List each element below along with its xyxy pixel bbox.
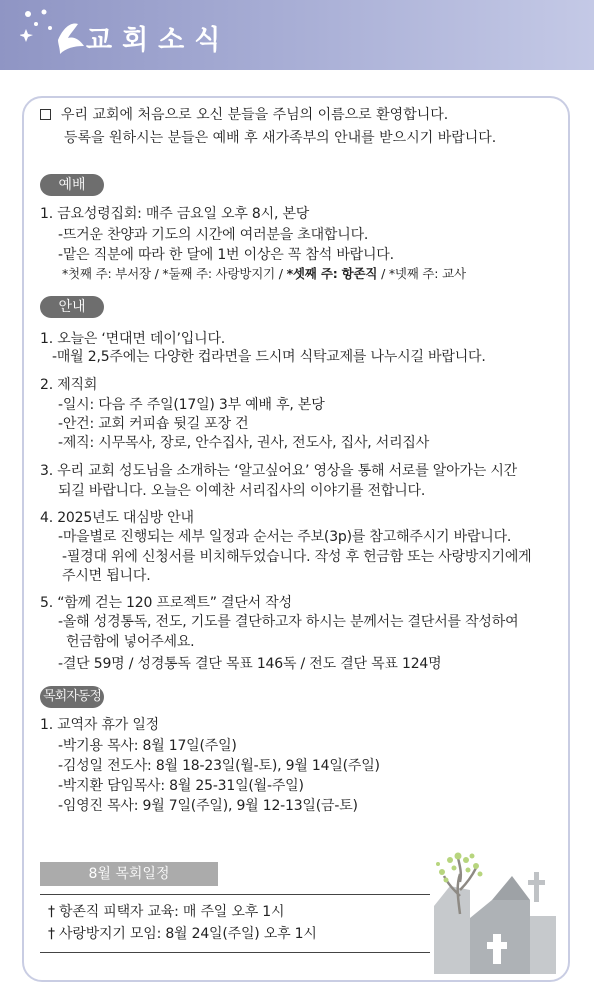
welcome-line-1: 우리 교회에 처음으로 오신 분들을 주님의 이름으로 환영합니다.	[61, 107, 449, 123]
worship-item-1: 1. 금요성령집회: 매주 금요일 오후 8시, 본당	[40, 206, 310, 222]
notice-item-4a: -마을별로 진행되는 세부 일정과 순서는 주보(3p)를 참고해주시기 바랍니다.	[58, 529, 512, 545]
notice-item-4: 4. 2025년도 대심방 안내	[40, 510, 194, 526]
notice-item-4c: 주시면 됩니다.	[62, 568, 151, 584]
schedule-section-label: 8월 목회일정	[40, 862, 218, 886]
notice-item-2a: -일시: 다음 주 주일(17일) 3부 예배 후, 본당	[58, 397, 325, 413]
notice-item-5a: -올해 성경통독, 전도, 기도를 결단하고자 하시는 분께서는 결단서를 작성하여	[58, 614, 519, 630]
pastoral-item-1: 1. 교역자 휴가 일정	[40, 717, 159, 733]
notice-section-label: 안내	[40, 296, 104, 318]
worship-weeks	[62, 265, 466, 283]
welcome-intro	[40, 104, 496, 150]
notice-item-5: 5. “함께 걷는 120 프로젝트” 결단서 작성	[40, 595, 292, 611]
notice-item-2c: -제직: 시무목사, 장로, 안수집사, 권사, 전도사, 집사, 서리집사	[58, 435, 430, 451]
pastoral-vacation-d: -임영진 목사: 9월 7일(주일), 9월 12-13일(금-토)	[58, 798, 358, 814]
notice-item-5c: -결단 59명 / 성경통독 결단 목표 146독 / 전도 결단 목표 124명	[58, 656, 442, 672]
welcome-line-2: 등록을 원하시는 분들은 예배 후 새가족부의 안내를 받으시기 바랍니다.	[64, 130, 497, 146]
notice-item-1a: -매월 2,5주에는 다양한 컵라면을 드시며 식탁교제를 나누시길 바랍니다.	[52, 349, 486, 365]
notice-item-3: 3. 우리 교회 성도님을 소개하는 ‘알고싶어요’ 영상을 통해 서로를 알아가는 시간	[40, 463, 518, 479]
worship-section-label: 예배	[40, 174, 104, 196]
pastoral-section-label: 목회자동정	[40, 686, 104, 708]
checkbox-square-icon	[40, 109, 51, 120]
schedule-line-1: † 항존직 피택자 교육: 매 주일 오후 1시	[48, 904, 285, 920]
worship-sub-2: -맡은 직분에 따라 한 달에 1번 이상은 꼭 참석 바랍니다.	[58, 247, 394, 263]
week-3: *셋째 주: 항존직	[286, 266, 378, 281]
notice-item-4b: -필경대 위에 신청서를 비치해두었습니다. 작성 후 헌금함 또는 사랑방지기에게	[62, 549, 532, 565]
stars-dove-icon	[20, 4, 90, 58]
page-title: 교회소식	[86, 25, 231, 56]
notice-item-3b: 되길 바랍니다. 오늘은 이예찬 서리집사의 이야기를 전합니다.	[58, 483, 426, 499]
church-tree-icon	[430, 846, 560, 974]
week-4: / *넷째 주: 교사	[381, 266, 466, 281]
schedule-top-rule	[40, 894, 430, 895]
notice-item-2b: -안건: 교회 커피숍 뒷길 포장 건	[58, 416, 249, 432]
worship-sub-1: -뜨거운 찬양과 기도의 시간에 여러분을 초대합니다.	[58, 227, 369, 243]
header-banner	[0, 0, 594, 70]
notice-item-5b: 헌금함에 넣어주세요.	[66, 634, 195, 650]
pastoral-vacation-a: -박기용 목사: 8월 17일(주일)	[58, 738, 237, 754]
notice-item-2: 2. 제직회	[40, 377, 98, 393]
schedule-bottom-rule	[40, 952, 430, 953]
pastoral-vacation-b: -김성일 전도사: 8월 18-23일(월-토), 9월 14일(주일)	[58, 758, 380, 774]
schedule-line-2: † 사랑방지기 모임: 8월 24일(주일) 오후 1시	[48, 926, 317, 942]
week-1-2: *첫째 주: 부서장 / *둘째 주: 사랑방지기 /	[62, 266, 283, 281]
notice-item-1: 1. 오늘은 ‘면대면 데이’입니다.	[40, 331, 226, 347]
pastoral-vacation-c: -박지환 담임목사: 8월 25-31일(월-주일)	[58, 778, 304, 794]
